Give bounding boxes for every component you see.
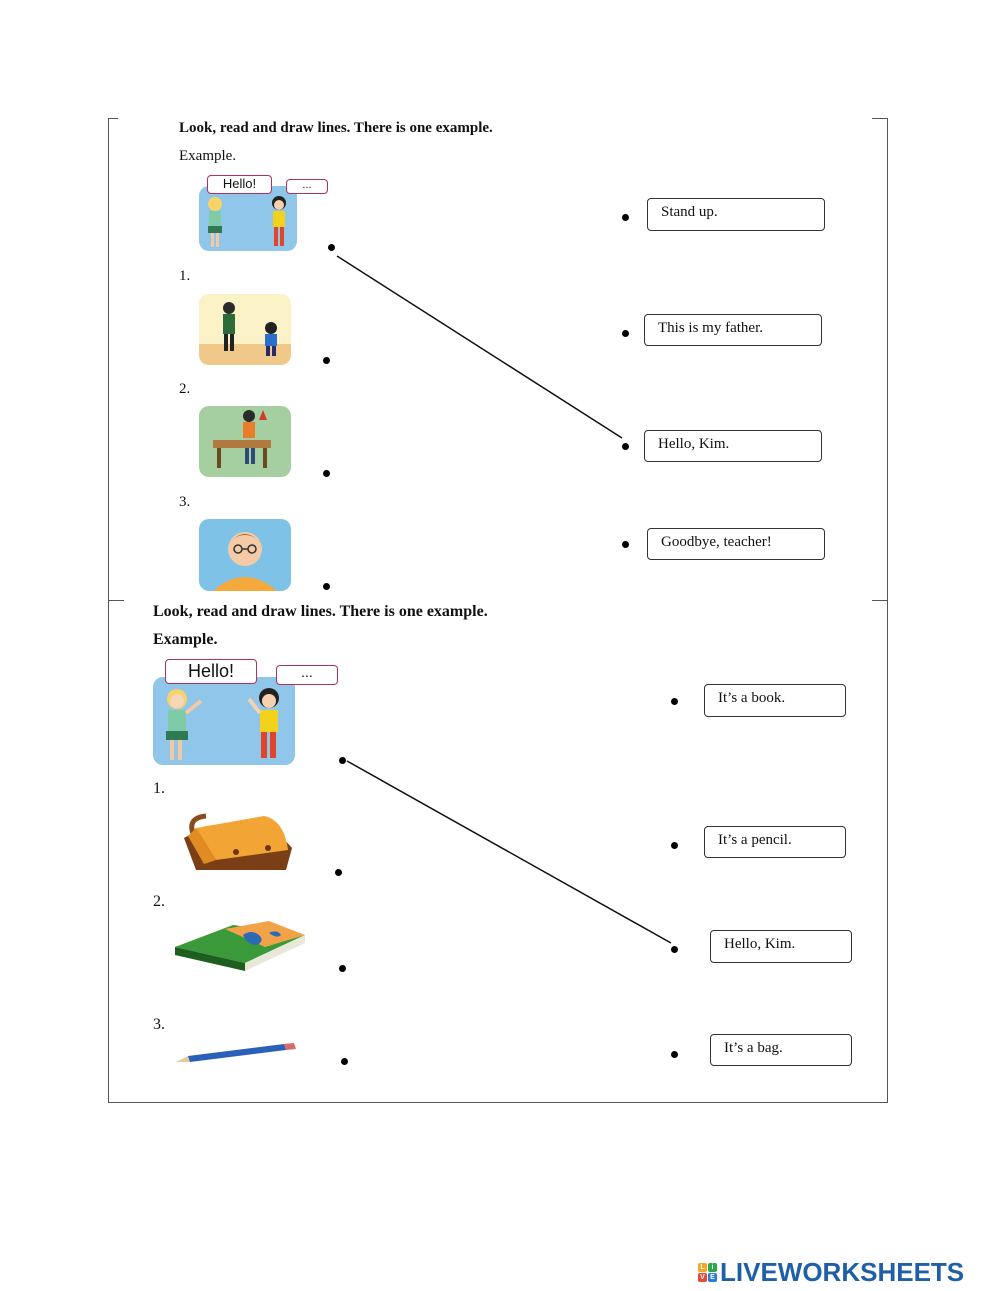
logo-letter-e: E: [708, 1273, 717, 1282]
worksheet-1-answer-4: Goodbye, teacher!: [647, 528, 825, 560]
worksheet-2-answer-1: It’s a book.: [704, 684, 846, 717]
worksheet-1-number-3: 3.: [179, 494, 191, 510]
worksheet-1-hello-bubble: Hello!: [207, 175, 272, 194]
worksheet-1-title: Look, read and draw lines. There is one example.: [179, 120, 493, 136]
worksheet-2-number-1: 1.: [153, 780, 165, 797]
worksheet-1-number-1: 1.: [179, 268, 191, 284]
logo-text: LIVEWORKSHEETS: [720, 1256, 965, 1287]
worksheet-2-answer-4: It’s a bag.: [710, 1034, 852, 1066]
worksheet-2-answer-2: It’s a pencil.: [704, 826, 846, 858]
worksheet-1-answer-3: Hello, Kim.: [644, 430, 822, 462]
worksheet-2-number-3: 3.: [153, 1016, 165, 1033]
worksheet-1-dots-bubble: ...: [286, 179, 328, 194]
worksheet-1-answer-1: Stand up.: [647, 198, 825, 231]
worksheet-2-title: Look, read and draw lines. There is one example.: [153, 603, 488, 620]
liveworksheets-logo: [698, 1258, 964, 1286]
logo-letter-v: V: [698, 1273, 707, 1282]
worksheet-1-number-2: 2.: [179, 381, 191, 397]
worksheet-2-dots-bubble: ...: [276, 665, 338, 685]
logo-mark-icon: [698, 1263, 717, 1282]
worksheet-1-example-label: Example.: [179, 148, 237, 164]
worksheet-2-answer-3: Hello, Kim.: [710, 930, 852, 963]
worksheet-2-number-2: 2.: [153, 893, 165, 910]
logo-letter-l: L: [698, 1263, 707, 1272]
worksheet-2-example-label: Example.: [153, 631, 218, 648]
worksheet-2-hello-bubble: Hello!: [165, 659, 257, 684]
logo-letter-i: i: [708, 1263, 717, 1272]
worksheet-1-answer-2: This is my father.: [644, 314, 822, 346]
